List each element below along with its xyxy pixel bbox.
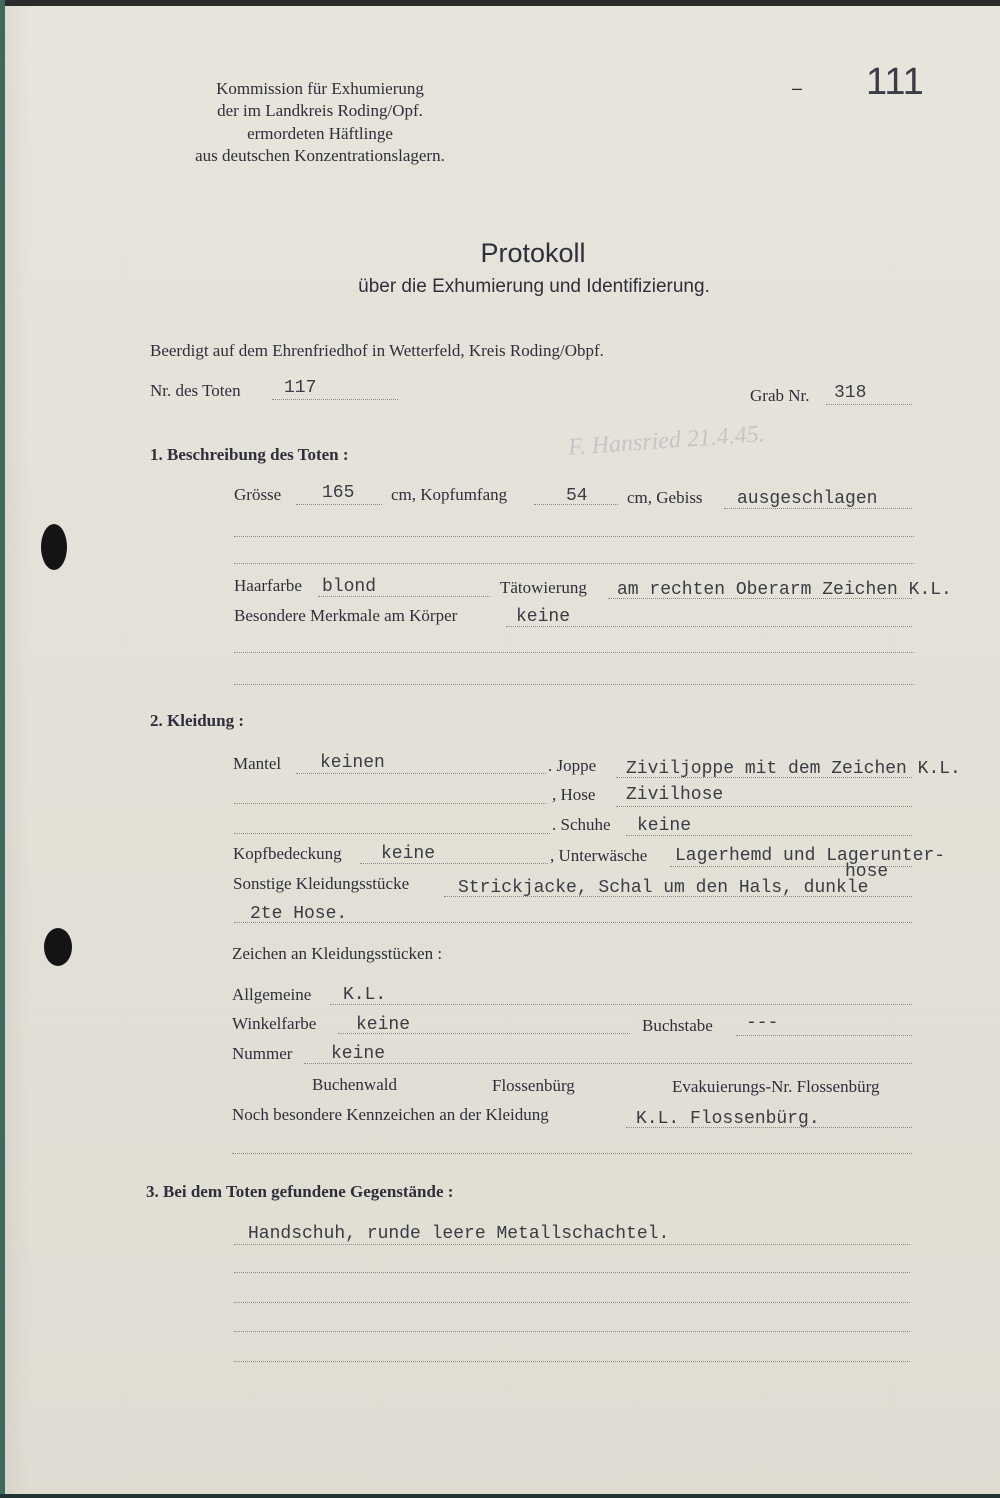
scan-edge-top: [0, 0, 1000, 6]
scan-edge-left: [0, 0, 5, 1498]
special-marks-value: K.L. Flossenbürg.: [636, 1109, 820, 1129]
page-number: 111: [866, 61, 924, 103]
found-items-value: Handschuh, runde leere Metallschachtel.: [248, 1224, 670, 1244]
tattoo-label: Tätowierung: [500, 578, 587, 597]
size-value: 165: [322, 483, 355, 503]
page-title: Protokoll: [480, 238, 586, 268]
fill-line: [234, 833, 550, 834]
underwear-value: Lagerhemd und Lagerunter-: [675, 846, 946, 866]
other-clothing-label: Sonstige Kleidungsstücke: [233, 874, 410, 893]
general-value: K.L.: [343, 985, 387, 1005]
fill-line: [232, 1153, 912, 1154]
size-label: Grösse: [234, 485, 282, 504]
headwear-label: Kopfbedeckung: [233, 844, 342, 863]
section-3-heading: 3. Bei dem Toten gefundene Gegenstände :: [146, 1182, 454, 1201]
punch-hole-icon: [44, 928, 72, 966]
triangle-color-value: keine: [356, 1015, 411, 1035]
grave-value: 318: [834, 383, 867, 403]
marks-value: keine: [516, 607, 571, 627]
fill-line: [272, 399, 398, 400]
commission-line: Kommission für Exhumierung: [216, 79, 424, 98]
underwear-value-cont: hose: [845, 862, 889, 882]
header-dash: –: [792, 78, 803, 98]
fill-line: [736, 1035, 912, 1036]
fill-line: [304, 1063, 912, 1064]
fill-line: [234, 684, 914, 685]
fill-line: [826, 404, 912, 405]
burial-text: Beerdigt auf dem Ehrenfriedhof in Wetterfeld, Kreis Roding/Obpf.: [150, 341, 604, 360]
fill-line: [234, 563, 914, 564]
camp-buchenwald: Buchenwald: [312, 1075, 397, 1094]
commission-line: der im Landkreis Roding/Opf.: [217, 101, 423, 120]
fill-line: [234, 1361, 910, 1362]
commission-line: ermordeten Häftlinge: [247, 124, 393, 143]
coat-value: keinen: [320, 753, 385, 773]
other-clothing-value-cont: 2te Hose.: [250, 904, 348, 924]
fill-line: [296, 773, 546, 774]
trousers-value: Zivilhose: [626, 785, 724, 805]
commission-line: aus deutschen Konzentrationslagern.: [195, 146, 445, 165]
fill-line: [616, 806, 912, 807]
grave-label: Grab Nr.: [750, 386, 810, 405]
section-1-heading: 1. Beschreibung des Toten :: [150, 445, 349, 464]
tattoo-value: am rechten Oberarm Zeichen K.L.: [617, 580, 952, 600]
shoes-label: . Schuhe: [552, 815, 611, 834]
head-value: 54: [566, 486, 588, 506]
clothing-marks-heading: Zeichen an Kleidungsstücken :: [232, 944, 443, 963]
headwear-value: keine: [381, 844, 436, 864]
fill-line: [296, 504, 382, 505]
general-label: Allgemeine: [232, 985, 312, 1004]
section-2-heading: 2. Kleidung :: [150, 711, 244, 730]
letter-value: ---: [746, 1013, 779, 1033]
marks-label: Besondere Merkmale am Körper: [234, 606, 458, 625]
page-subtitle: über die Exhumierung und Identifizierung.: [358, 276, 710, 297]
scan-edge-bottom: [0, 1494, 1000, 1498]
fill-line: [234, 536, 914, 537]
head-label: cm, Kopfumfang: [391, 485, 508, 504]
camp-flossenbuerg: Flossenbürg: [492, 1076, 575, 1095]
fill-line: [234, 803, 546, 804]
underwear-label: , Unterwäsche: [550, 846, 648, 865]
fill-line: [234, 1331, 910, 1332]
pencil-annotation: F. Hansried 21.4.45.: [567, 421, 766, 461]
other-clothing-value: Strickjacke, Schal um den Hals, dunkle: [458, 878, 869, 898]
triangle-color-label: Winkelfarbe: [232, 1014, 317, 1033]
fill-line: [234, 1244, 910, 1245]
number-label: Nummer: [232, 1044, 293, 1063]
number-value: keine: [331, 1044, 386, 1064]
special-marks-label: Noch besondere Kennzeichen an der Kleidung: [232, 1105, 549, 1124]
shoes-value: keine: [637, 816, 692, 836]
teeth-label: cm, Gebiss: [627, 488, 703, 507]
fill-line: [234, 652, 914, 653]
hair-label: Haarfarbe: [234, 576, 302, 595]
evacuation-number-label: Evakuierungs-Nr. Flossenbürg: [672, 1077, 880, 1096]
fill-line: [234, 1272, 910, 1273]
jacket-label: . Joppe: [548, 756, 597, 775]
punch-hole-icon: [41, 524, 67, 570]
dead-no-label: Nr. des Toten: [150, 381, 241, 400]
trousers-label: , Hose: [552, 785, 596, 804]
jacket-value: Ziviljoppe mit dem Zeichen K.L.: [626, 759, 961, 779]
fill-line: [330, 1004, 912, 1005]
teeth-value: ausgeschlagen: [737, 489, 878, 509]
hair-value: blond: [322, 577, 377, 597]
fill-line: [234, 1302, 910, 1303]
dead-no-value: 117: [284, 378, 317, 398]
letter-label: Buchstabe: [642, 1016, 713, 1035]
coat-label: Mantel: [233, 754, 282, 773]
